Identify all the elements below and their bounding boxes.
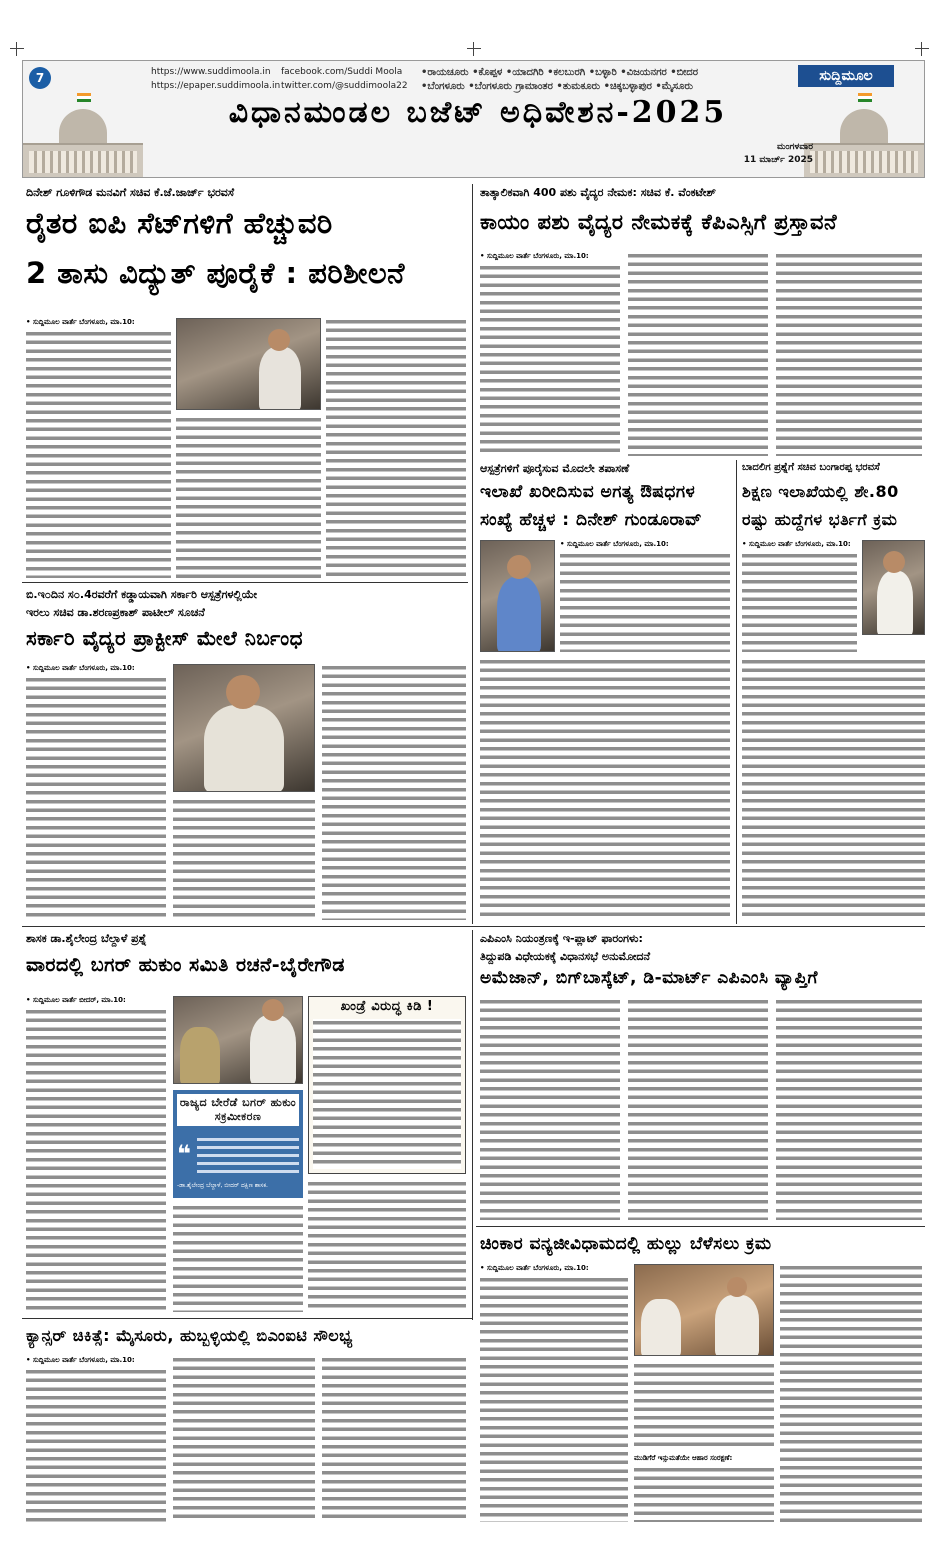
a7-quote-title: ರಾಜ್ಯದ ಬೇರೆಡೆ ಬಗರ್ ಹುಕುಂ ಸಕ್ರಮೀಕರಣ <box>177 1094 299 1126</box>
a3-byline: • ಸುದ್ದಿಮೂಲ ವಾರ್ತೆ ಬೆಂಗಳೂರು, ಮಾ.10: <box>560 540 669 548</box>
a3-kicker: ಆಸ್ಪತ್ರೆಗಳಿಗೆ ಪೂರೈಸುವ ಮೊದಲೇ ತಪಾಸಣೆ <box>480 462 630 475</box>
a8-subhead: ಮುಡಿಗೆರೆ ಇನ್ಸುಮತೆಯೇ ಆಹಾರ ಸಂರಕ್ಷಣೆ: <box>634 1454 733 1462</box>
a7-kicker: ಶಾಸಕ ಡಾ.ಶೈಲೇಂದ್ರ ಬೆಲ್ದಾಳೆ ಪ್ರಶ್ನೆ <box>26 932 147 945</box>
a4-photo-minister <box>862 540 925 635</box>
a7-quote-credit: -ಡಾ.ಶೈಲೇಂದ್ರ ಬೆಲ್ದಾಳೆ, ಬೀದರ್ ದಕ್ಷಿಣ ಶಾಸಕ. <box>177 1182 268 1189</box>
a6-kicker-line1: ಎಪಿಎಂಸಿ ನಿಯಂತ್ರಣಕ್ಕೆ ಇ-ಪ್ಲಾಟ್ ಫಾರಂಗಳು: <box>480 932 643 945</box>
a8-headline: ಚಿಂಕಾರ ವನ್ಯಜೀವಿಧಾಮದಲ್ಲಿ ಹುಲ್ಲು ಬೆಳೆಸಲು ಕ್ರಮ <box>480 1234 772 1254</box>
a3-headline-line1: ಇಲಾಖೆ ಖರೀದಿಸುವ ಅಗತ್ಯ ಔಷಧಗಳ <box>480 482 696 502</box>
a4-headline-line1: ಶಿಕ್ಷಣ ಇಲಾಖೆಯಲ್ಲಿ ಶೇ.80 <box>742 482 899 501</box>
a3-photo-minister <box>480 540 555 652</box>
a8-body-col2 <box>634 1362 774 1450</box>
brand-logo: ಸುದ್ದಿಮೂಲ <box>798 65 894 87</box>
vidhana-soudha-right-image <box>804 95 924 177</box>
quote-mark-icon: ❝ <box>177 1140 192 1168</box>
a4-headline-line2: ರಷ್ಟು ಹುದ್ದೆಗಳ ಭರ್ತಿಗೆ ಕ್ರಮ <box>742 510 898 529</box>
cities-row-2: •ಬೆಂಗಳೂರು •ಬೆಂಗಳೂರು ಗ್ರಾಮಾಂತರ •ತುಮಕೂರು •ಚಿಕ್ಕಬಳ್ಳಾಪುರ •ಮೈಸೂರು <box>421 81 693 92</box>
a9-body-col2 <box>173 1356 315 1522</box>
divider-vertical-top <box>472 184 473 924</box>
crop-mark-top-center <box>467 42 481 56</box>
a8-byline: • ಸುದ್ದಿಮೂಲ ವಾರ್ತೆ ಬೆಂಗಳೂರು, ಮಾ.10: <box>480 1264 589 1272</box>
a3-body-bottom <box>480 658 730 920</box>
divider-vertical-mid <box>736 460 737 924</box>
a7-sidebar-body <box>313 1019 461 1169</box>
a6-body-col1 <box>480 998 620 1220</box>
a5-kicker-line2: ಇರಲು ಸಚಿವ ಡಾ.ಶರಣಪ್ರಕಾಶ್ ಪಾಟೀಲ್ ಸೂಚನೆ <box>26 606 205 619</box>
a8-body-col3 <box>780 1264 922 1522</box>
a5-photo-minister <box>173 664 315 792</box>
vidhana-soudha-left-image <box>23 95 143 177</box>
a1-body-col3 <box>326 318 466 578</box>
a6-body-col2 <box>628 998 768 1220</box>
divider-horizontal-3 <box>476 1226 925 1227</box>
a9-byline: • ಸುದ್ದಿಮೂಲ ವಾರ್ತೆ ಬೆಂಗಳೂರು, ಮಾ.10: <box>26 1356 135 1364</box>
a8-body-col1 <box>480 1276 628 1522</box>
a5-byline: • ಸುದ್ದಿಮೂಲ ವಾರ್ತೆ ಬೆಂಗಳೂರು, ಮಾ.10: <box>26 664 135 672</box>
a2-body-col2 <box>628 252 768 456</box>
a7-sidebar-title: ಖಂಡ್ರೆ ವಿರುದ್ಧ ಕಿಡಿ ! <box>340 999 434 1014</box>
dateline-day: ಮಂಗಳವಾರ <box>776 142 813 152</box>
a2-body-col1 <box>480 264 620 456</box>
a2-headline: ಕಾಯಂ ಪಶು ವೈದ್ಯರ ನೇಮಕಕ್ಕೆ ಕೆಪಿಎಸ್ಸಿಗೆ ಪ್ರಸ್ತಾವನೆ <box>480 210 838 234</box>
a4-body-bottom <box>742 658 925 920</box>
twitter-link[interactable]: twitter.com/@suddimoola22 <box>281 81 408 91</box>
a5-body-col2 <box>173 798 315 920</box>
website-link[interactable]: https://www.suddimoola.in <box>151 67 271 77</box>
a1-headline-line2: 2 ತಾಸು ವಿದ್ಯುತ್ ಪೂರೈಕೆ : ಪರಿಶೀಲನೆ <box>26 256 405 290</box>
a5-kicker-line1: ಬಿ.ಇ೦ದಿನ ಸ೦.4ರವರೆಗೆ ಕಡ್ಡಾಯವಾಗಿ ಸರ್ಕಾರಿ ಆಸ್ಪತ್ರೆಗಳಲ್ಲಿಯೇ <box>26 588 258 601</box>
a2-kicker: ತಾತ್ಕಾಲಿಕವಾಗಿ 400 ಪಶು ವೈದ್ಯರ ನೇಮಕ: ಸಚಿವ ಕೆ. ವೆಂಕಟೇಶ್ <box>480 186 716 199</box>
dateline <box>703 141 813 167</box>
crop-mark-top-left <box>10 42 24 56</box>
masthead <box>22 60 925 178</box>
a7-sidebar-box <box>308 996 466 1174</box>
a1-kicker: ದಿನೇಶ್ ಗೂಳಿಗೌಡ ಮನವಿಗೆ ಸಚಿವ ಕೆ.ಜೆ.ಜಾರ್ಜ್ ಭರವಸೆ <box>26 186 235 199</box>
a9-body-col3 <box>322 1356 466 1522</box>
divider-vertical-bottom <box>472 930 473 1320</box>
a6-body-col3 <box>776 998 922 1220</box>
a7-quote-box <box>173 1090 303 1198</box>
a8-photo-assembly <box>634 1264 774 1356</box>
a9-headline: ಕ್ಯಾನ್ಸರ್ ಚಿಕಿತ್ಸೆ: ಮೈಸೂರು, ಹುಬ್ಬಳ್ಳಿಯಲ್ಲಿ ಬಿಎಂಐಟಿ ಸೌಲಭ್ಯ <box>26 1326 353 1345</box>
a3-headline-line2: ಸಂಖ್ಯೆ ಹೆಚ್ಚಳ : ದಿನೇಶ್ ಗುಂಡೂರಾವ್ <box>480 510 702 530</box>
a2-byline: • ಸುದ್ದಿಮೂಲ ವಾರ್ತೆ ಬೆಂಗಳೂರು, ಮಾ.10: <box>480 252 589 260</box>
a6-kicker-line2: ತಿದ್ದುಪಡಿ ವಿಧೇಯಕಕ್ಕೆ ವಿಧಾನಸಭೆ ಅನುಮೋದನೆ <box>480 950 651 963</box>
a5-body-col3 <box>322 664 466 920</box>
a2-body-col3 <box>776 252 922 456</box>
a9-body-col1 <box>26 1368 166 1522</box>
divider-horizontal-4 <box>22 1318 472 1319</box>
page-title: ವಿಧಾನಮಂಡಲ ಬಜೆಟ್ ಅಧಿವೇಶನ-2025 <box>228 95 728 130</box>
epaper-link[interactable]: https://epaper.suddimoola.in <box>151 81 281 91</box>
cities-row-1: •ರಾಯಚೂರು •ಕೊಪ್ಪಳ •ಯಾದಗಿರಿ •ಕಲಬುರಗಿ •ಬಳ್ಳಾರಿ •ವಿಜಯನಗರ •ಬೀದರ <box>421 67 698 78</box>
divider-horizontal-1 <box>22 582 468 583</box>
a7-headline: ವಾರದಲ್ಲಿ ಬಗರ್ ಹುಕುಂ ಸಮಿತಿ ರಚನೆ-ಬೈರೇಗೌಡ <box>26 954 345 976</box>
a5-headline: ಸರ್ಕಾರಿ ವೈದ್ಯರ ಪ್ರಾಕ್ಟೀಸ್ ಮೇಲೆ ನಿರ್ಬಂಧ <box>26 626 303 650</box>
a7-byline: • ಸುದ್ದಿಮೂಲ ವಾರ್ತೆ ಬೀದರ್, ಮಾ.10: <box>26 996 126 1004</box>
facebook-link[interactable]: facebook.com/Suddi Moola <box>281 67 403 77</box>
a7-quote-body <box>197 1136 299 1176</box>
a7-body-col1 <box>26 1008 166 1312</box>
a5-body-col1 <box>26 676 166 920</box>
a4-kicker: ಬಾದಲಿಗ ಪ್ರಶ್ನೆಗೆ ಸಚಿವ ಬಂಗಾರಪ್ಪ ಭರವಸೆ <box>742 462 880 473</box>
a6-headline: ಅಮೆಜಾನ್, ಬಿಗ್‌ಬಾಸ್ಕೆಟ್, ಡಿ-ಮಾರ್ಟ್ ಎಪಿಎಂಸಿ ವ್ಯಾಪ್ತಿಗೆ <box>480 968 818 988</box>
a7-photo-assembly <box>173 996 303 1084</box>
divider-horizontal-2 <box>22 926 925 927</box>
page-number: 7 <box>29 67 51 89</box>
a3-body-right <box>560 552 730 652</box>
a1-body-col1 <box>26 330 171 578</box>
a7-body-col2 <box>173 1204 303 1312</box>
a1-headline-line1: ರೈತರ ಐಪಿ ಸೆಟ್‌ಗಳಿಗೆ ಹೆಚ್ಚುವರಿ <box>26 206 333 240</box>
a1-byline: • ಸುದ್ದಿಮೂಲ ವಾರ್ತೆ ಬೆಂಗಳೂರು, ಮಾ.10: <box>26 318 135 326</box>
crop-mark-top-right <box>915 42 929 56</box>
a4-body-top <box>742 552 857 652</box>
a1-photo-minister <box>176 318 321 410</box>
a1-body-col2 <box>176 416 321 578</box>
a4-byline: • ಸುದ್ದಿಮೂಲ ವಾರ್ತೆ ಬೆಂಗಳೂರು, ಮಾ.10: <box>742 540 851 548</box>
dateline-date: 11 ಮಾರ್ಚ್ 2025 <box>743 155 813 165</box>
a8-body-col2b <box>634 1466 774 1522</box>
a7-body-col3 <box>308 1180 466 1312</box>
